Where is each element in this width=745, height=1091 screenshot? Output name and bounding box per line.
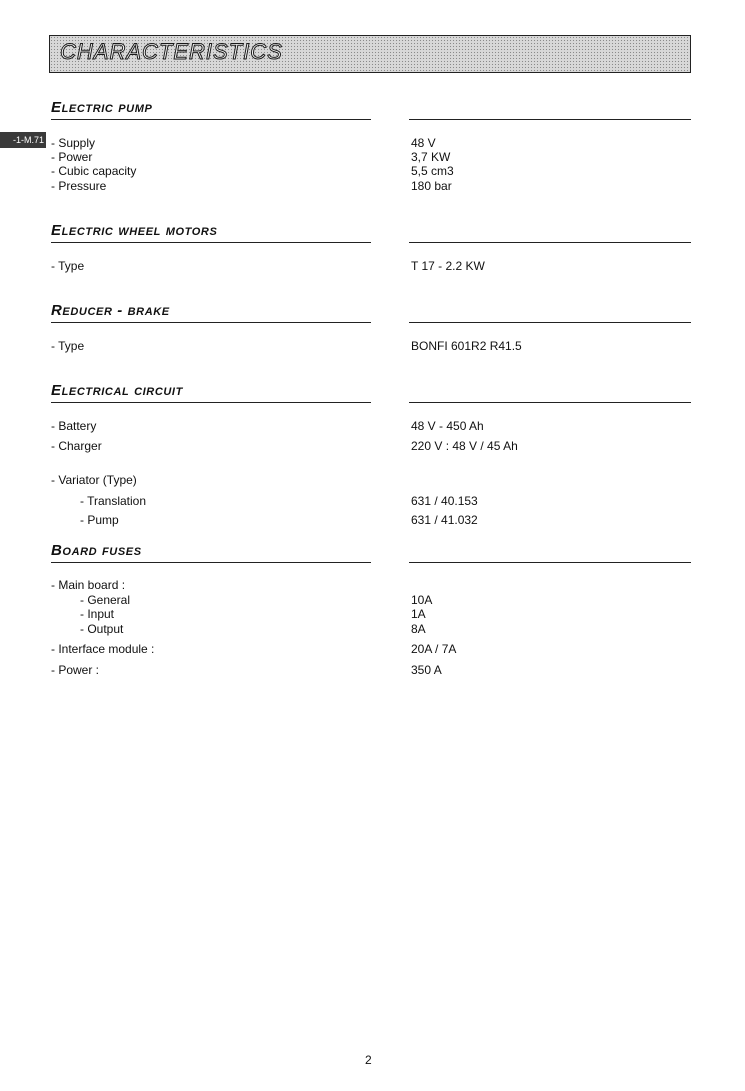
spec-value: 3,7 KW [411,150,451,164]
spec-value: 350 A [411,663,442,677]
spec-label: - Main board : [51,578,126,592]
section-rule [51,119,371,120]
spec-label: - Charger [51,439,102,453]
spec-label: - Battery [51,419,97,433]
spec-value: 48 V [411,136,436,150]
spec-value: T 17 - 2.2 KW [411,259,485,273]
spec-sublabel: - Output [80,622,124,636]
spec-label: - Pressure [51,179,107,193]
spec-value: 631 / 40.153 [411,494,478,508]
section-heading-electrical-circuit: Electrical circuit [51,382,183,399]
spec-label: - Type [51,339,85,353]
section-heading-electric-wheel-motors: Electric wheel motors [51,222,218,239]
section-rule [51,402,371,403]
section-rule [51,242,371,243]
section-heading-reducer-brake: Reducer - brake [51,302,170,319]
section-rule [409,242,691,243]
section-heading-electric-pump: Electric pump [51,99,153,116]
spec-value: 631 / 41.032 [411,513,478,527]
section-rule [409,119,691,120]
section-rule [51,562,371,563]
section-heading-board-fuses: Board fuses [51,542,142,559]
section-rule [409,562,691,563]
spec-value: 48 V - 450 Ah [411,419,484,433]
spec-value: BONFI 601R2 R41.5 [411,339,522,353]
spec-label: - Type [51,259,85,273]
spec-label: - Supply [51,136,96,150]
spec-value: 10A [411,593,433,607]
spec-value: 20A / 7A [411,642,457,656]
spec-sublabel: - Translation [80,494,147,508]
spec-sublabel: - Input [80,607,115,621]
section-rule [409,402,691,403]
page-number: 2 [365,1053,372,1067]
spec-label: - Variator (Type) [51,473,137,487]
spec-value: 220 V : 48 V / 45 Ah [411,439,518,453]
spec-label: - Interface module : [51,642,155,656]
spec-value: 8A [411,622,426,636]
spec-value: 5,5 cm3 [411,164,454,178]
section-rule [409,322,691,323]
spec-label: - Power [51,150,93,164]
margin-reference-tab: -1-M.71 [0,132,46,148]
page-title: CHARACTERISTICS [60,39,283,64]
spec-label: - Power : [51,663,100,677]
section-rule [51,322,371,323]
spec-sublabel: - General [80,593,131,607]
spec-sublabel: - Pump [80,513,119,527]
spec-value: 180 bar [411,179,452,193]
spec-value: 1A [411,607,426,621]
spec-label: - Cubic capacity [51,164,137,178]
page-title-box [49,35,691,73]
